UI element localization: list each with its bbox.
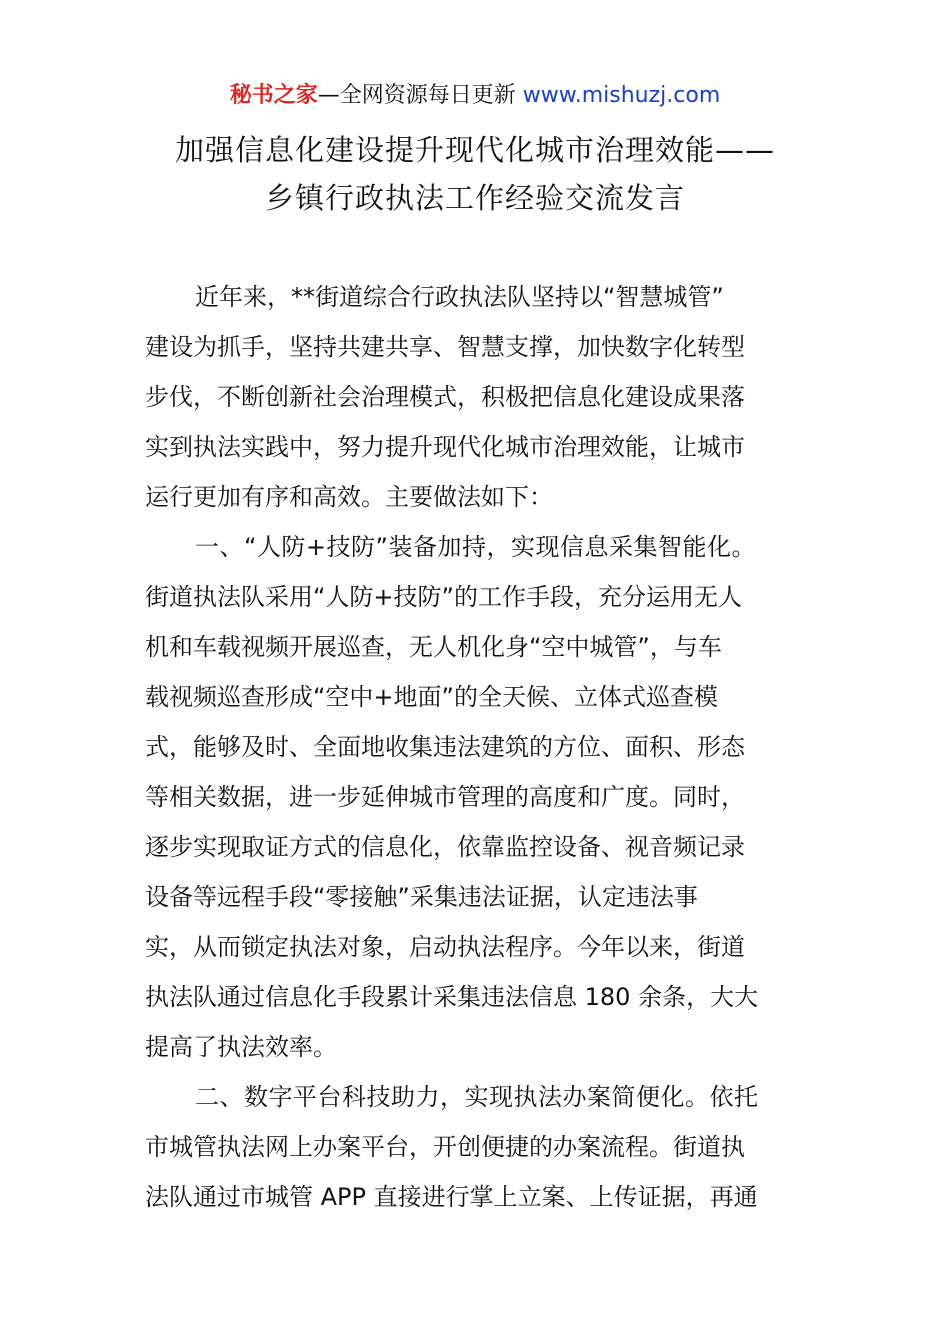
document-title-line-1: 加强信息化建设提升现代化城市治理效能—— [174, 133, 775, 167]
paragraph-line: 执法队通过信息化手段累计采集违法信息 180 余条，大大 [145, 983, 759, 1011]
site-url-link[interactable]: www.mishuzj.com [522, 83, 721, 108]
paragraph-line: 法队通过市城管 APP 直接进行掌上立案、上传证据，再通 [145, 1183, 758, 1211]
paragraph-line: 运行更加有序和高效。主要做法如下： [145, 483, 553, 511]
paragraph-line: 逐步实现取证方式的信息化，依靠监控设备、视音频记录 [145, 833, 745, 861]
document-title-line-2: 乡镇行政执法工作经验交流发言 [264, 181, 685, 215]
paragraph-line: 建设为抓手，坚持共建共享、智慧支撑，加快数字化转型 [145, 333, 745, 361]
paragraph-line: 近年来，**街道综合行政执法队坚持以“智慧城管” [195, 283, 724, 311]
site-header [0, 80, 950, 112]
paragraph-line: 步伐，不断创新社会治理模式，积极把信息化建设成果落 [145, 383, 745, 411]
paragraph-line: 载视频巡查形成“空中+地面”的全天候、立体式巡查模 [145, 683, 718, 711]
paragraph-line: 式，能够及时、全面地收集违法建筑的方位、面积、形态 [145, 733, 745, 761]
paragraph-line: 实，从而锁定执法对象，启动执法程序。今年以来，街道 [145, 933, 745, 961]
paragraph-line: 提高了执法效率。 [145, 1033, 337, 1061]
section-heading-line: 二、数字平台科技助力，实现执法办案简便化。依托 [195, 1083, 759, 1111]
paragraph-line: 实到执法实践中，努力提升现代化城市治理效能，让城市 [145, 433, 745, 461]
site-brand: 秘书之家 [229, 83, 318, 108]
site-slogan: —全网资源每日更新 [317, 83, 523, 108]
document-body [145, 272, 810, 1222]
paragraph-line: 街道执法队采用“人防+技防”的工作手段，充分运用无人 [145, 583, 742, 611]
paragraph-line: 等相关数据，进一步延伸城市管理的高度和广度。同时， [145, 783, 745, 811]
paragraph-line: 市城管执法网上办案平台，开创便捷的办案流程。街道执 [145, 1133, 745, 1161]
paragraph-line: 机和车载视频开展巡查，无人机化身“空中城管”，与车 [145, 633, 722, 661]
section-heading-line: 一、“人防+技防”装备加持，实现信息采集智能化。 [195, 533, 756, 561]
paragraph-line: 设备等远程手段“零接触”采集违法证据，认定违法事 [145, 883, 698, 911]
